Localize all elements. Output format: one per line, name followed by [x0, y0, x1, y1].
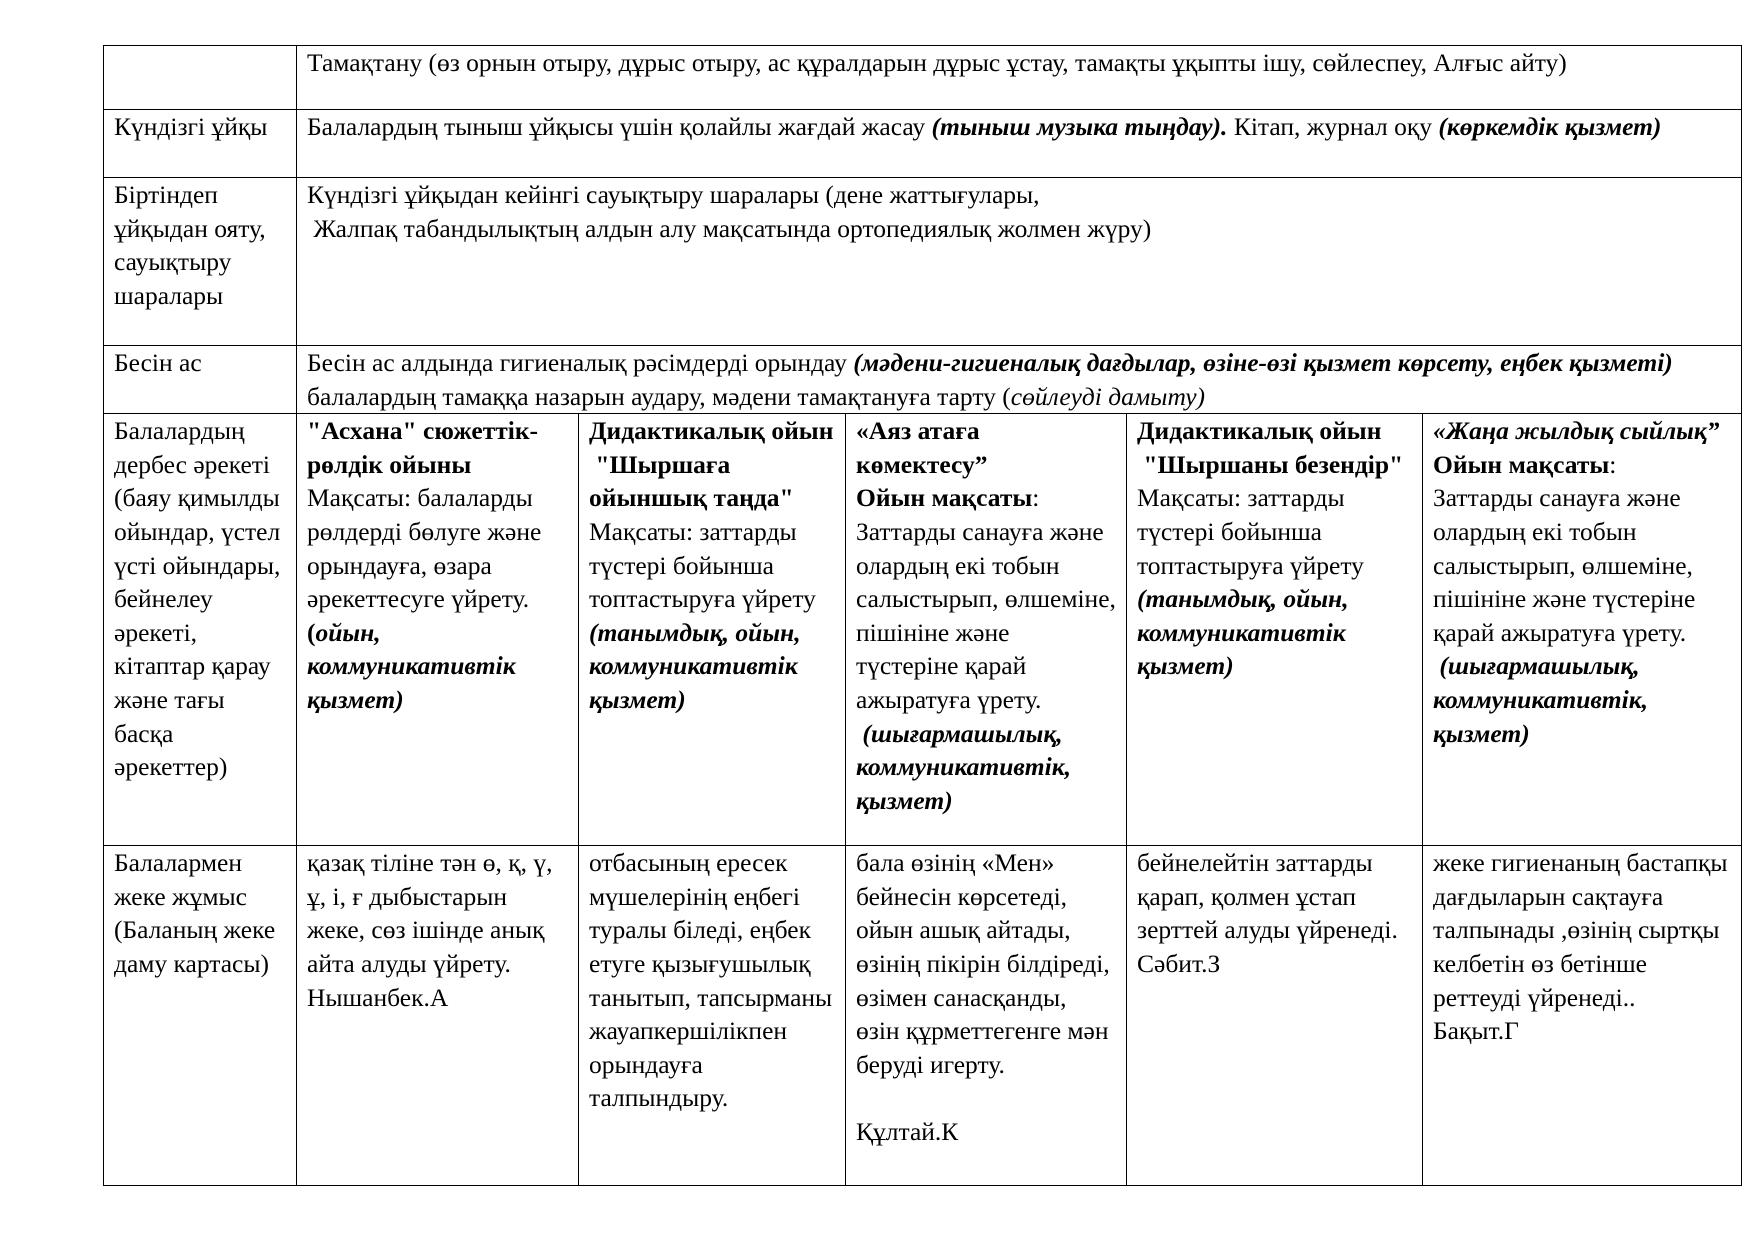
eating-text: Тамақтану (өз орнын отыру, дұрыс отыру, ас құралдарын дұрыс ұстау, тамақты ұқыпты ішу, сөйлеспеу, Алғыс айту) — [297, 46, 1742, 110]
snack-text-d: сөйлеуді дамыту) — [1010, 381, 1206, 411]
individual-cell-1 — [297, 846, 579, 1186]
activity-5-title: «Жаңа жылдық сыйлық” — [1433, 416, 1720, 446]
row-label-activity: Балалардың дербес әрекеті (баяу қимылды ойындар, үстел үсті ойындары, бейнелеу әрекеті, кітаптар қарау және тағы басқа әрекеттер) — [104, 414, 297, 846]
snack-text-b: (мәдени-гигиеналық дағдылар, өзіне-өзі қызмет көрсету, еңбек қызметі) — [853, 348, 1673, 377]
activity-5-goal: Заттарды санауға және олардың екі тобын салыстырып, өлшеміне, пішініне және түстеріне қарай ажыратуға үрету. — [1433, 483, 1702, 647]
individual-5-text: жеке гигиенаның бастапқы дағдыларын сақтауға талпынады ,өзінің сыртқы келбетін өз бетінше реттеуді үйренеді.. — [1433, 848, 1734, 1012]
activity-5-goal-label: Ойын мақсаты — [1433, 449, 1610, 479]
individual-5-child-name: Бақыт.Г — [1433, 1016, 1519, 1046]
activity-3-title: «Аяз атаға көмектесу” — [856, 416, 988, 479]
activity-1-goal: Мақсаты: балаларды рөлдерді бөлуге және орындауға, өзара әрекеттесуге үйрету. — [307, 483, 548, 614]
activity-3-goal: Заттарды санауға және олардың екі тобын салыстырып, өлшеміне, пішініне және түстеріне қарай ажыратуға үрету. — [856, 516, 1123, 714]
activity-cell-3 — [846, 414, 1127, 846]
activity-2-title: Дидактикалық ойын "Шыршаға ойыншық таңда" — [589, 416, 834, 513]
row-label-wakeup: Біртіндеп ұйқыдан ояту, сауықтыру шаралары — [104, 178, 297, 346]
snack-text — [297, 346, 1742, 414]
activity-cell-4 — [1127, 414, 1423, 846]
wakeup-line-2: Жалпақ табандылықтың алдын алу мақсатында ортопедиялық жолмен жүру) — [307, 213, 1152, 243]
activity-4-tag: (танымдық, ойын, коммуникативтік қызмет) — [1137, 584, 1349, 681]
activity-2-tag: (танымдық, ойын, коммуникативтік қызмет) — [589, 617, 807, 714]
activity-5-tag: (шығармашылық, коммуникативтік, қызмет) — [1433, 651, 1655, 748]
row-eating — [104, 46, 1742, 110]
snack-text-c: балалардың тамаққа назарын аудару, мәдени тамақтануға тарту ( — [307, 381, 1011, 411]
individual-cell-5 — [1423, 846, 1742, 1186]
activity-4-title: Дидактикалық ойын "Шыршаны безендір" — [1137, 416, 1404, 479]
activity-1-title: "Асхана" сюжеттік-рөлдік ойыны — [307, 416, 539, 479]
nap-text-a: Балалардың тыныш ұйқысы үшін қолайлы жағдай жасау — [307, 112, 932, 141]
snack-text-a: Бесін ас алдында гигиеналық рәсімдерді орындау — [307, 348, 854, 377]
wakeup-line-1: Күндізгі ұйқыдан кейінгі сауықтыру шаралары (дене жаттығулары, — [307, 180, 1040, 209]
activity-cell-5 — [1423, 414, 1742, 846]
spacer — [856, 1081, 1116, 1115]
individual-1-child-name: Нышанбек.А — [307, 982, 449, 1012]
individual-3-text: бала өзінің «Мен» бейнесін көрсетеді, ойын ашық айтады, өзінің пікірін білдіреді, өзімен санасқанды, өзін құрметтегенге мән беруді игерту. — [856, 848, 1117, 1079]
activity-3-goal-label: Ойын мақсаты — [856, 483, 1033, 513]
individual-cell-3 — [846, 846, 1127, 1186]
activity-cell-2 — [579, 414, 846, 846]
row-wakeup — [104, 178, 1742, 346]
individual-cell-2 — [579, 846, 846, 1186]
activity-3-goal-colon: : — [1032, 483, 1040, 513]
row-nap — [104, 110, 1742, 178]
nap-text — [297, 110, 1742, 178]
wakeup-text — [297, 178, 1742, 346]
individual-4-child-name: Сәбит.З — [1137, 948, 1221, 978]
row-snack — [104, 346, 1742, 414]
activity-1-tag: ойын, коммуникативтік қызмет) — [307, 617, 516, 714]
activity-1-tag-open: ( — [307, 617, 316, 647]
nap-text-c: Кітап, журнал оқу — [1227, 112, 1439, 141]
activity-cell-1 — [297, 414, 579, 846]
activity-3-tag: (шығармашылық, коммуникативтік, қызмет) — [856, 718, 1078, 815]
nap-text-d: (көркемдік қызмет) — [1438, 112, 1662, 141]
row-label-individual: Балалармен жеке жұмыс (Баланың жеке даму картасы) — [104, 846, 297, 1186]
individual-3-child-name: Құлтай.К — [856, 1116, 959, 1146]
daily-plan-table — [103, 45, 1742, 1186]
activity-2-goal: Мақсаты: заттарды түстері бойынша топтастыруға үйрету — [589, 516, 816, 614]
individual-2-text: отбасының ересек мүшелерінің еңбегі туралы біледі, еңбек етуге қызығушылық танытып, тапсырманы жауапкершілікпен орындауға талпындыру. — [589, 848, 839, 1113]
activity-5-goal-colon: : — [1609, 449, 1617, 479]
row-label-eating — [104, 46, 297, 110]
row-individual — [104, 846, 1742, 1186]
row-activity — [104, 414, 1742, 846]
row-label-snack: Бесін ас — [104, 346, 297, 414]
individual-cell-4 — [1127, 846, 1423, 1186]
activity-4-goal: Мақсаты: заттарды түстері бойынша топтастыруға үйрету — [1137, 483, 1364, 580]
row-label-nap: Күндізгі ұйқы — [104, 110, 297, 178]
individual-1-text: қазақ тіліне тән ө, қ, ү, ұ, і, ғ дыбыстарын жеке, сөз ішінде анық айта алуды үйрету. — [307, 848, 559, 978]
nap-text-b: (тыныш музыка тыңдау). — [931, 112, 1228, 141]
individual-4-text: бейнелейтін заттарды қарап, қолмен ұстап зерттей алуды үйренеді. — [1137, 848, 1398, 945]
